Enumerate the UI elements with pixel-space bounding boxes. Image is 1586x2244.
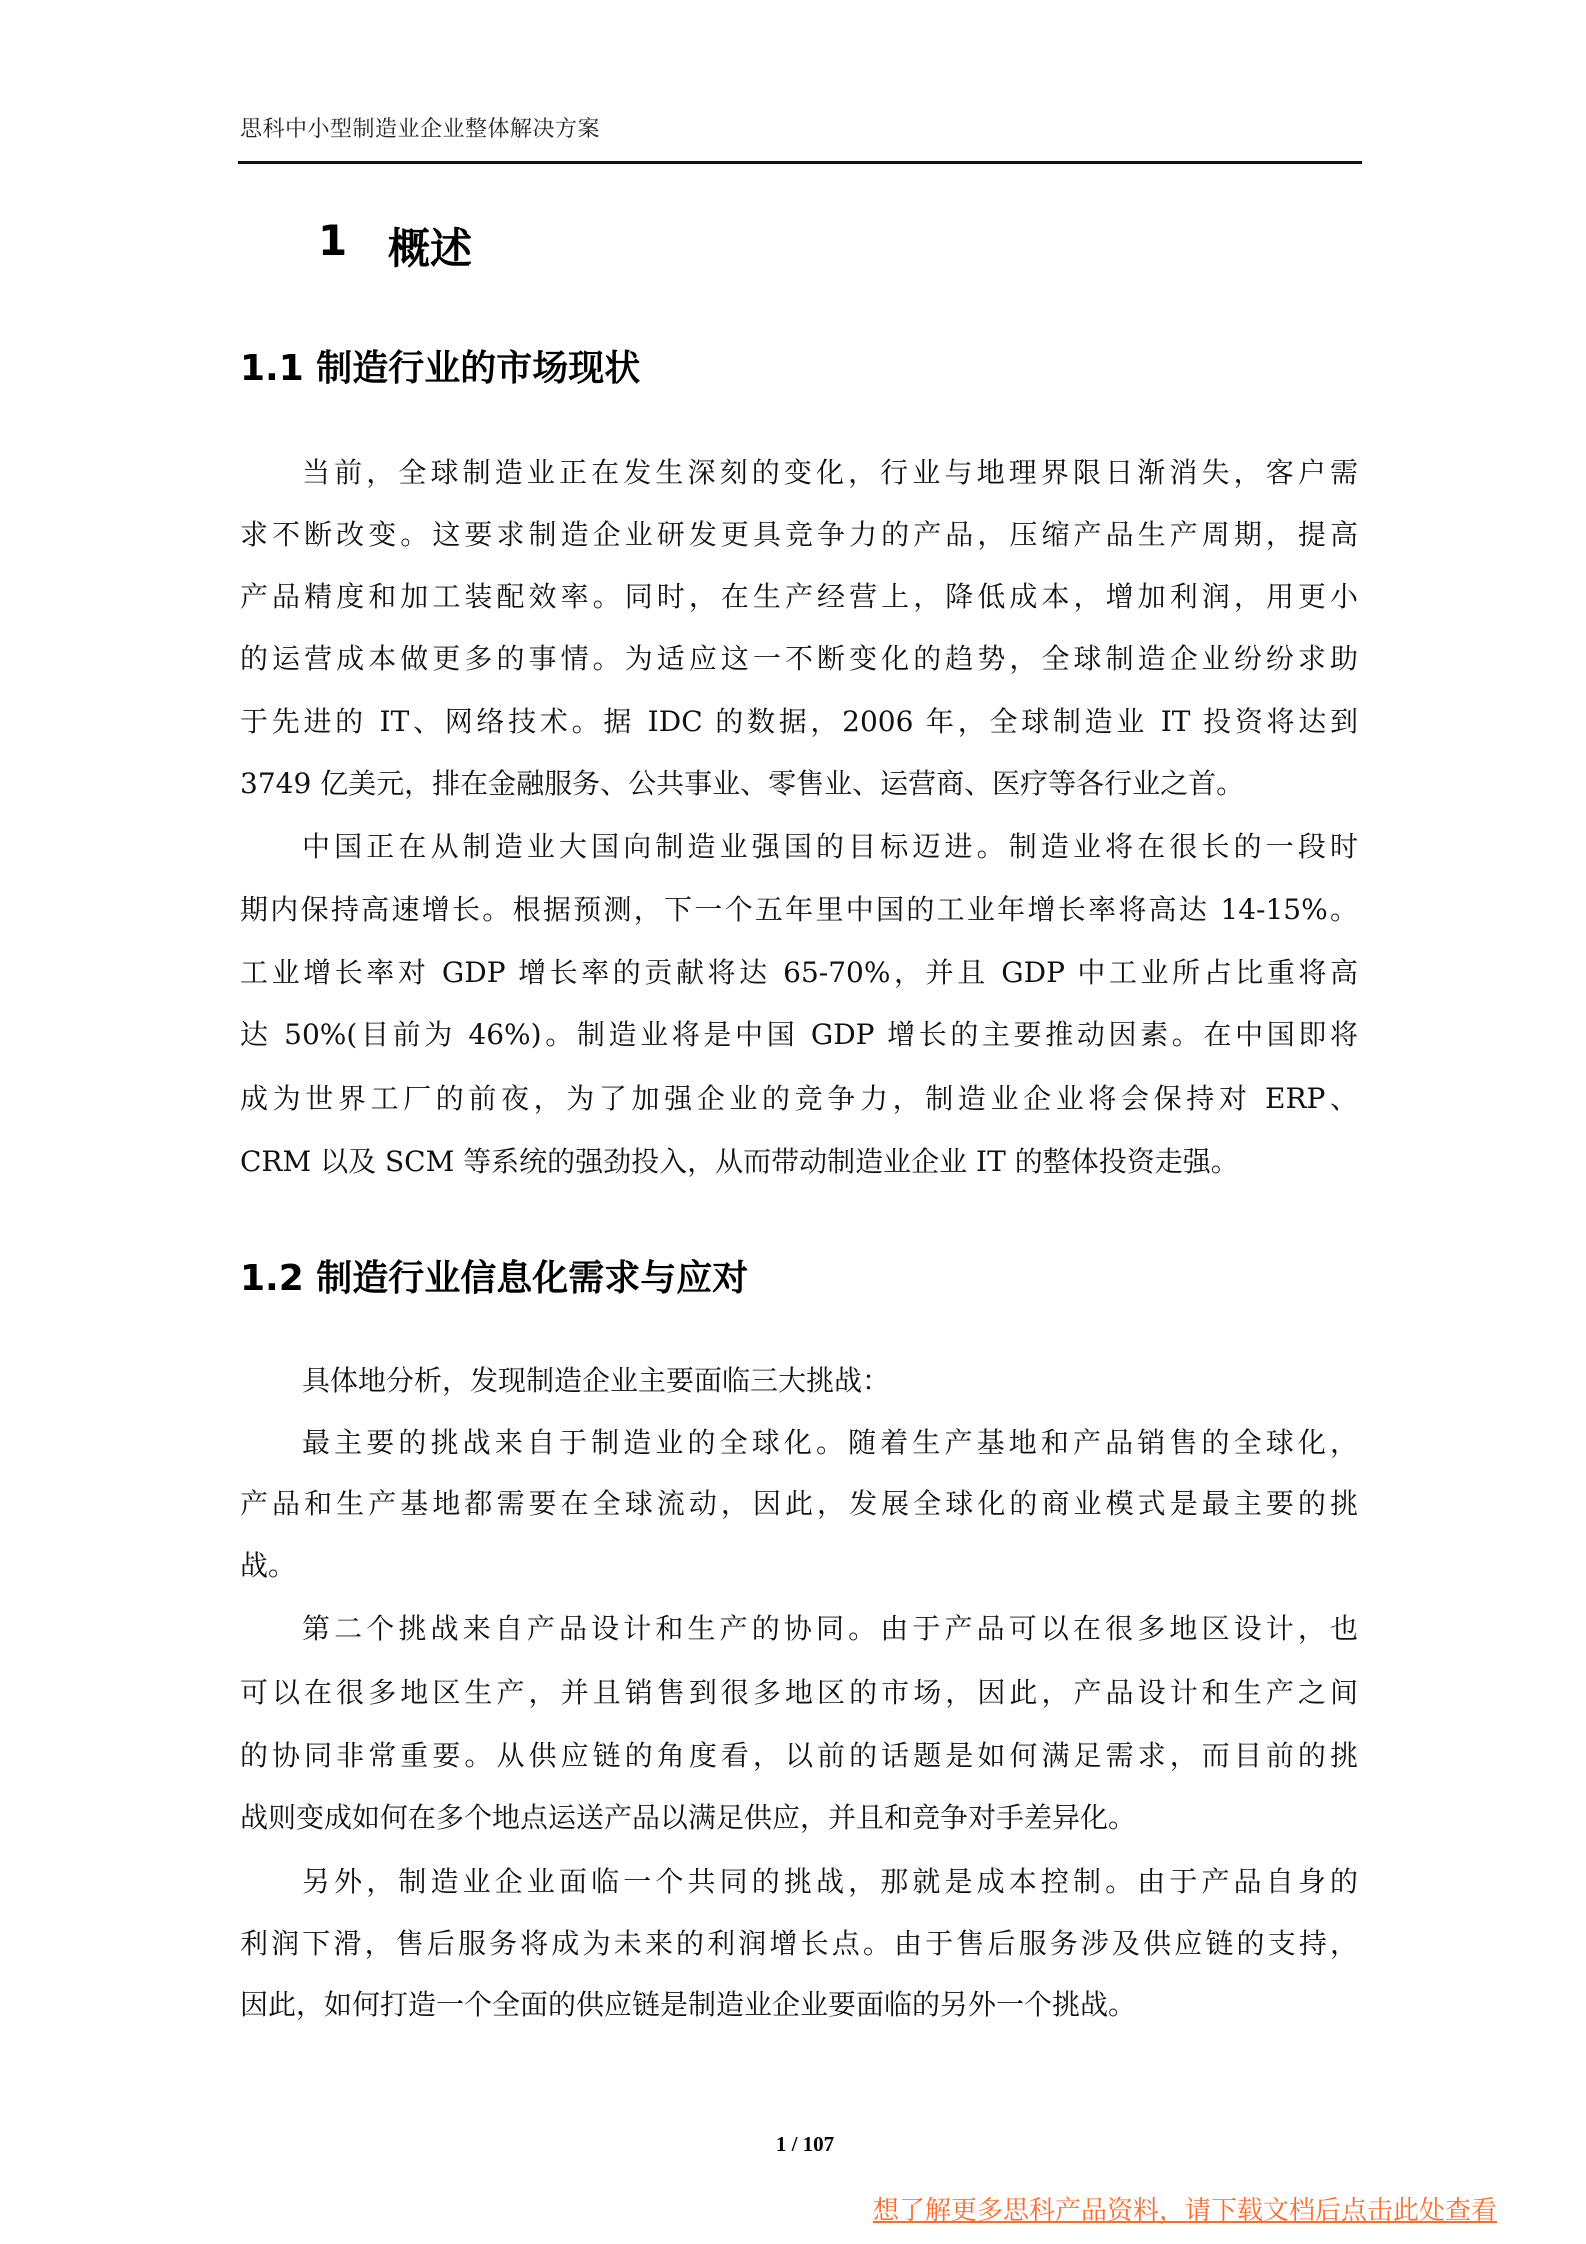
- paragraph-line: 的协同非常重要。从供应链的角度看，以前的话题是如何满足需求，而目前的挑: [240, 1739, 1358, 1772]
- paragraph-line: CRM 以及 SCM 等系统的强劲投入，从而带动制造业企业 IT 的整体投资走强。: [240, 1145, 1239, 1178]
- paragraph-line: 战则变成如何在多个地点运送产品以满足供应，并且和竞争对手差异化。: [240, 1801, 1137, 1834]
- header-divider: [238, 161, 1362, 164]
- paragraph-line: 于先进的 IT、网络技术。据 IDC 的数据，2006 年，全球制造业 IT 投资将达到: [240, 705, 1358, 738]
- paragraph-line: 利润下滑，售后服务将成为未来的利润增长点。由于售后服务涉及供应链的支持，: [240, 1927, 1358, 1960]
- paragraph-line: 另外，制造业企业面临一个共同的挑战，那就是成本控制。由于产品自身的: [302, 1865, 1358, 1898]
- paragraph-line: 成为世界工厂的前夜，为了加强企业的竞争力，制造业企业将会保持对 ERP、: [240, 1082, 1358, 1115]
- paragraph-line: 的运营成本做更多的事情。为适应这一不断变化的趋势，全球制造企业纷纷求助: [240, 642, 1358, 675]
- paragraph-line: 中国正在从制造业大国向制造业强国的目标迈进。制造业将在很长的一段时: [302, 830, 1358, 863]
- paragraph-line: 因此，如何打造一个全面的供应链是制造业企业要面临的另外一个挑战。: [240, 1988, 1137, 2021]
- chapter-title: 概述: [388, 224, 473, 273]
- paragraph-line: 具体地分析，发现制造企业主要面临三大挑战：: [302, 1364, 891, 1397]
- promo-download-link[interactable]: 想了解更多思科产品资料，请下载文档后点击此处查看: [873, 2196, 1498, 2226]
- paragraph-line: 第二个挑战来自产品设计和生产的协同。由于产品可以在很多地区设计，也: [302, 1612, 1358, 1645]
- paragraph-line: 期内保持高速增长。根据预测，下一个五年里中国的工业年增长率将高达 14-15%。: [240, 893, 1358, 926]
- running-header-title: 思科中小型制造业企业整体解决方案: [240, 117, 601, 142]
- section-heading-1-1: 1.1 制造行业的市场现状: [240, 348, 641, 389]
- section-heading-1-2: 1.2 制造行业信息化需求与应对: [240, 1258, 749, 1299]
- paragraph-line: 产品精度和加工装配效率。同时，在生产经营上，降低成本，增加利润，用更小: [240, 580, 1358, 613]
- paragraph-line: 当前，全球制造业正在发生深刻的变化，行业与地理界限日渐消失，客户需: [302, 456, 1358, 489]
- paragraph-line: 战。: [240, 1549, 297, 1582]
- paragraph-line: 最主要的挑战来自于制造业的全球化。随着生产基地和产品销售的全球化，: [302, 1426, 1358, 1459]
- paragraph-line: 工业增长率对 GDP 增长率的贡献将达 65-70%，并且 GDP 中工业所占比重将高: [240, 956, 1358, 989]
- paragraph-line: 达 50%(目前为 46%)。制造业将是中国 GDP 增长的主要推动因素。在中国即将: [240, 1018, 1358, 1051]
- paragraph-line: 可以在很多地区生产，并且销售到很多地区的市场，因此，产品设计和生产之间: [240, 1676, 1358, 1709]
- paragraph-line: 求不断改变。这要求制造企业研发更具竞争力的产品，压缩产品生产周期，提高: [240, 518, 1358, 551]
- page-number: 1 / 107: [775, 2132, 835, 2156]
- chapter-number: 1: [318, 216, 348, 265]
- paragraph-line: 产品和生产基地都需要在全球流动，因此，发展全球化的商业模式是最主要的挑: [240, 1487, 1358, 1520]
- paragraph-line: 3749 亿美元，排在金融服务、公共事业、零售业、运营商、医疗等各行业之首。: [240, 767, 1245, 800]
